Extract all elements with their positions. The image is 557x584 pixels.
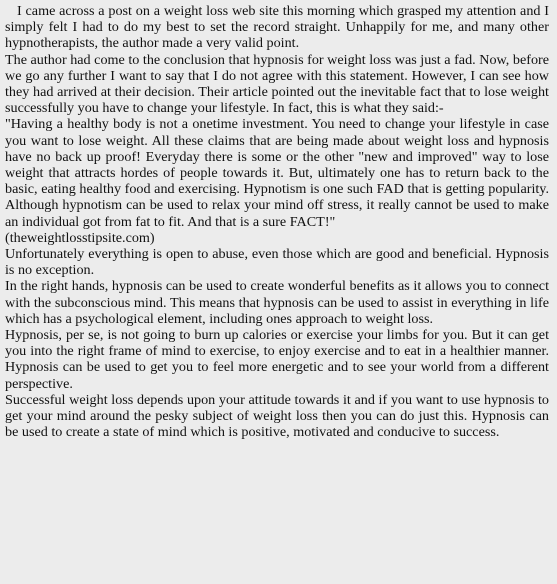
paragraph-fad-conclusion: The author had come to the conclusion that hypnosis for weight loss was just a fad. Now, before we go any further I want to say that I do not agree with this statement. However, I can see how they had arrived at their decision. Their article pointed out the inevitable fact that to lose weight successfully you have to change your lifestyle. In fact, this is what they said:- (5, 51, 549, 117)
paragraph-abuse: Unfortunately everything is open to abuse, even those which are good and beneficial. Hypnosis is no exception. (5, 246, 549, 279)
paragraph-intro: I came across a post on a weight loss web site this morning which grasped my attention and I simply felt I had to do my best to set the record straight. Unhappily for me, and many other hypnotherapists, the author made a very valid point. (5, 3, 549, 52)
paragraph-conclusion: Successful weight loss depends upon your attitude towards it and if you want to use hypnosis to get your mind around the pesky subject of weight loss then you can do just this. Hypnosis can be used to create a state of mind which is positive, motivated and conducive to success. (5, 391, 549, 441)
quote-source: (theweightlosstipsite.com) (5, 229, 155, 246)
paragraph-right-hands: In the right hands, hypnosis can be used to create wonderful benefits as it allows you to connect with the subconscious mind. This means that hypnosis can be used to assist in everything in life which has a psychological element, including ones approach to weight loss. (5, 278, 549, 327)
paragraph-quote: "Having a healthy body is not a onetime investment. You need to change your lifestyle in case you want to lose weight. All these claims that are being made about weight loss and hypnosis have no back up proof! Everyday there is some or the other "new and improved" way to lose weight that attracts hordes of people towards it. But, ultimately one has to return back to the basic, eating healthy food and exercising. Hypnotism is one such FAD that is getting popularity. Although hypnotism can be used to relax your mind off stress, it really cannot be used to make an individual got from fat to fit. And that is a sure FACT!" (5, 116, 549, 230)
paragraph-per-se: Hypnosis, per se, is not going to burn up calories or exercise your limbs for you. But it can get you into the right frame of mind to exercise, to enjoy exercise and to eat in a healthier manner. Hypnosis can be used to get you to feel more energetic and to see your world from a different perspective. (5, 327, 549, 392)
